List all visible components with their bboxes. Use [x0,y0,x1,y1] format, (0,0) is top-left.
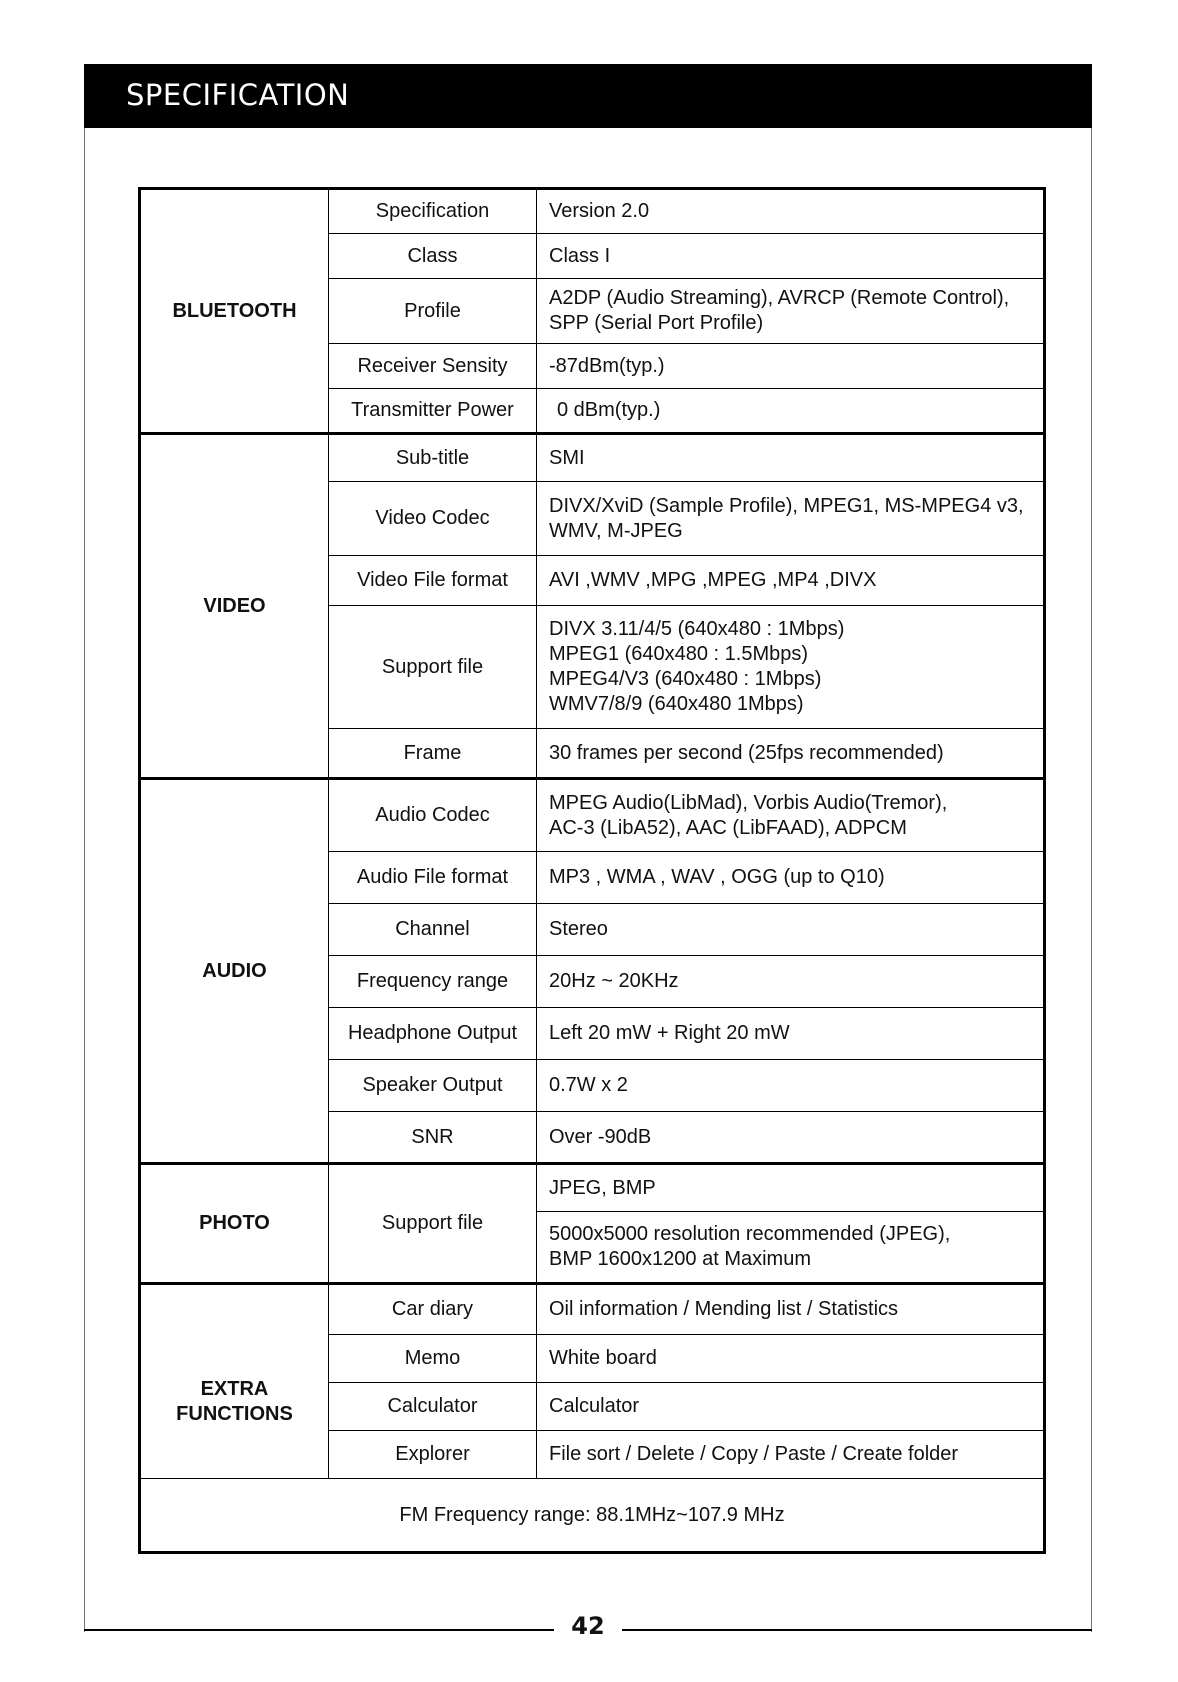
value-line: A2DP (Audio Streaming), AVRCP (Remote Control), [549,287,1010,309]
spec-value: White board [537,1335,1045,1383]
spec-value [537,779,1045,852]
category-line: FUNCTIONS [176,1402,293,1425]
spec-value: Version 2.0 [537,189,1045,234]
value-line: WMV7/8/9 (640x480 1Mbps) [549,693,804,715]
spec-value: AVI ,WMV ,MPG ,MPEG ,MP4 ,DIVX [537,556,1045,606]
spec-key: Video File format [329,556,537,606]
footer-rule-left [84,1629,554,1631]
table-row [140,1479,1045,1553]
table-row [140,189,1045,234]
spec-key: Transmitter Power [329,389,537,434]
spec-value: JPEG, BMP [537,1164,1045,1212]
spec-value [537,279,1045,344]
spec-value: Stereo [537,904,1045,956]
section-title: SPECIFICATION [126,78,350,112]
spec-key: Speaker Output [329,1060,537,1112]
spec-key: Audio File format [329,852,537,904]
category-audio: AUDIO [140,779,329,1164]
value-line: SPP (Serial Port Profile) [549,312,764,334]
table-row [140,1284,1045,1335]
spec-value: 30 frames per second (25fps recommended) [537,729,1045,779]
category-extra-functions [140,1284,329,1479]
table-row [140,1164,1045,1212]
spec-key: Frequency range [329,956,537,1008]
spec-key: Frame [329,729,537,779]
value-line: AC-3 (LibA52), AAC (LibFAAD), ADPCM [549,816,907,839]
spec-key: Video Codec [329,482,537,556]
spec-value: File sort / Delete / Copy / Paste / Create folder [537,1431,1045,1479]
spec-key: Calculator [329,1383,537,1431]
spec-key: Explorer [329,1431,537,1479]
spec-key: Car diary [329,1284,537,1335]
value-line: DIVX/XviD (Sample Profile), MPEG1, MS-MPEG4 v3, [549,494,1024,517]
spec-key: Headphone Output [329,1008,537,1060]
page-footer [84,1608,1092,1648]
value-line: DIVX 3.11/4/5 (640x480 : 1Mbps) [549,618,845,640]
value-line: MPEG1 (640x480 : 1.5Mbps) [549,643,809,665]
spec-key: SNR [329,1112,537,1164]
spec-key: Channel [329,904,537,956]
spec-value: MP3 , WMA , WAV , OGG (up to Q10) [537,852,1045,904]
fm-frequency-note: FM Frequency range: 88.1MHz~107.9 MHz [140,1479,1045,1553]
spec-key: Sub-title [329,434,537,482]
spec-value: Class I [537,234,1045,279]
category-line: EXTRA [200,1377,269,1400]
spec-key: Memo [329,1335,537,1383]
spec-value: 0.7W x 2 [537,1060,1045,1112]
value-line: MPEG4/V3 (640x480 : 1Mbps) [549,668,822,690]
value-line: MPEG Audio(LibMad), Vorbis Audio(Tremor), [549,791,948,814]
section-header [84,64,1092,128]
value-line: WMV, M-JPEG [549,519,683,542]
value-line: BMP 1600x1200 at Maximum [549,1248,811,1270]
page-number: 42 [571,1612,605,1640]
spec-key: Support file [329,1164,537,1284]
spec-value [537,1212,1045,1284]
spec-key: Support file [329,606,537,729]
spec-value: 20Hz ~ 20KHz [537,956,1045,1008]
category-photo: PHOTO [140,1164,329,1284]
spec-value: Oil information / Mending list / Statistics [537,1284,1045,1335]
spec-value: Left 20 mW + Right 20 mW [537,1008,1045,1060]
spec-value [537,482,1045,556]
table-row [140,434,1045,482]
spec-key: Specification [329,189,537,234]
spec-key: Receiver Sensity [329,344,537,389]
spec-value: Over -90dB [537,1112,1045,1164]
value-line: 5000x5000 resolution recommended (JPEG), [549,1223,951,1245]
spec-value: -87dBm(typ.) [537,344,1045,389]
specification-table [138,187,1046,1554]
category-video: VIDEO [140,434,329,779]
table-row [140,779,1045,852]
spec-key: Audio Codec [329,779,537,852]
spec-key: Profile [329,279,537,344]
footer-rule-right [622,1629,1092,1631]
spec-value: Calculator [537,1383,1045,1431]
spec-value [537,606,1045,729]
spec-value: SMI [537,434,1045,482]
spec-value: 0 dBm(typ.) [537,389,1045,434]
spec-key: Class [329,234,537,279]
category-bluetooth: BLUETOOTH [140,189,329,434]
